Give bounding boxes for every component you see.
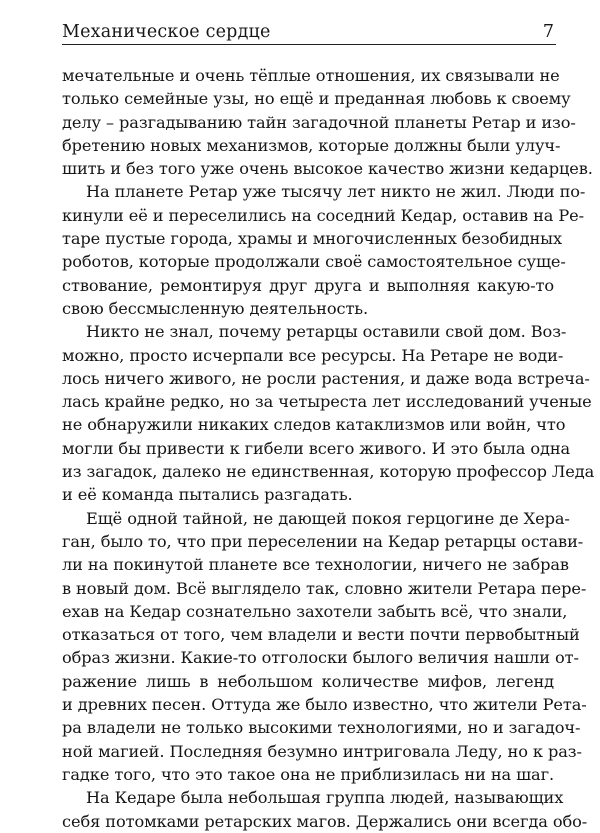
text-line: Ещё одной тайной, не дающей покоя герцогине де Хера- bbox=[86, 508, 570, 528]
text-line: лось ничего живого, не росли растения, и даже вода встреча- bbox=[62, 368, 590, 388]
text-line: ли на покинутой планете все технологии, ничего не забрав bbox=[62, 555, 569, 575]
page-number: 7 bbox=[542, 22, 554, 42]
text-line: ехав на Кедар сознательно захотели забыть всё, что знали, bbox=[62, 601, 568, 621]
text-line: свою бессмысленную деятельность. bbox=[62, 298, 369, 318]
body-text bbox=[62, 64, 595, 833]
text-line: ган, было то, что при переселении на Кедар ретарцы остави- bbox=[62, 531, 584, 551]
text-line: только семейные узы, но ещё и преданная любовь к своему bbox=[62, 89, 571, 109]
text-line: роботов, которые продолжали своё самостоятельное суще- bbox=[62, 252, 566, 272]
text-line: гадке того, что это такое она не приблизилась ни на шаг. bbox=[62, 764, 555, 784]
book-title: Механическое сердце bbox=[62, 22, 271, 42]
text-line: мечательные и очень тёплые отношения, их связывали не bbox=[62, 66, 560, 85]
text-line: На планете Ретар уже тысячу лет никто не жил. Люди по- bbox=[86, 182, 586, 202]
text-line: таре пустые города, храмы и многочисленных безобидных bbox=[62, 229, 562, 249]
text-line: Никто не знал, почему ретарцы оставили свой дом. Воз- bbox=[86, 322, 567, 342]
text-line: На Кедаре была небольшая группа людей, называющих bbox=[86, 788, 564, 808]
paragraph bbox=[62, 180, 586, 320]
paragraph bbox=[62, 786, 588, 833]
text-line: шить и без того уже очень высокое качество жизни кедарцев. bbox=[62, 159, 593, 179]
text-line: ной магией. Последняя безумно интриговала Леду, но к раз- bbox=[62, 741, 582, 761]
text-line: не обнаружили никаких следов катаклизмов или войн, что bbox=[62, 415, 566, 435]
text-line: из загадок, далеко не единственная, которую профессор Леда bbox=[62, 462, 595, 482]
text-line: ражение лишь в небольшом количестве мифов, легенд bbox=[62, 671, 554, 691]
text-line: могли бы привести к гибели всего живого. И это была одна bbox=[62, 438, 571, 458]
text-line: в новый дом. Всё выглядело так, словно жители Ретара пере- bbox=[62, 578, 587, 598]
text-line: делу – разгадыванию тайн загадочной планеты Ретар и изо- bbox=[62, 112, 576, 132]
text-line: бретению новых механизмов, которые должны были улуч- bbox=[62, 135, 561, 155]
text-line: можно, просто исчерпали все ресурсы. На Ретаре не води- bbox=[62, 345, 564, 365]
text-line: и древних песен. Оттуда же было известно, что жители Рета- bbox=[62, 695, 587, 715]
text-line: образ жизни. Какие-то отголоски былого величия нашли от- bbox=[62, 648, 579, 668]
text-line: ра владели не только высокими технологиями, но и загадоч- bbox=[62, 718, 581, 738]
text-line: кинули её и переселились на соседний Кедар, оставив на Ре- bbox=[62, 205, 585, 225]
text-line: себя потомками ретарских магов. Держались они всегда обо- bbox=[62, 811, 588, 831]
text-line: отказаться от того, чем владели и вести почти первобытный bbox=[62, 625, 580, 645]
paragraph bbox=[62, 507, 587, 787]
paragraph bbox=[62, 320, 595, 506]
text-line: лась крайне редко, но за четыреста лет исследований ученые bbox=[62, 392, 592, 412]
text-line: ствование, ремонтируя друг друга и выполняя какую-то bbox=[62, 275, 554, 295]
text-line: и её команда пытались разгадать. bbox=[62, 485, 353, 505]
paragraph bbox=[62, 64, 593, 180]
running-head bbox=[62, 14, 556, 45]
